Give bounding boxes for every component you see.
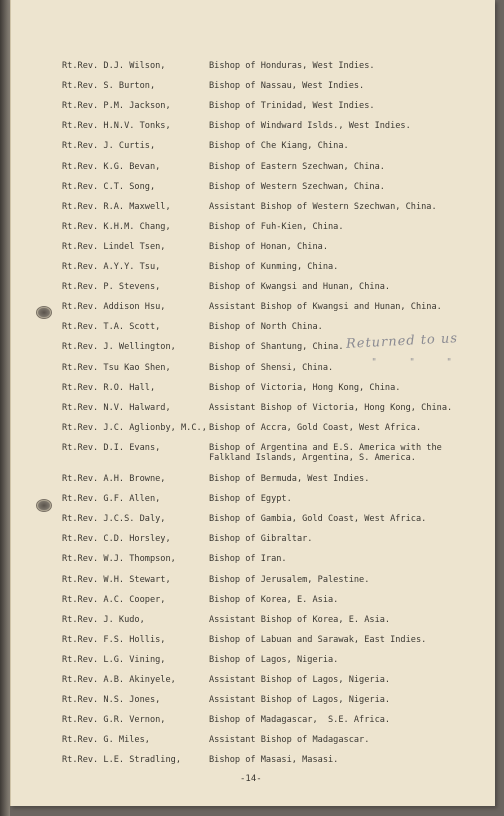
bishop-name: Rt.Rev. R.O. Hall, xyxy=(62,383,156,393)
bishop-office: Bishop of Labuan and Sarawak, East Indies. xyxy=(209,635,427,645)
bishop-office: Bishop of Iran. xyxy=(209,554,287,564)
bishop-name: Rt.Rev. K.G. Bevan, xyxy=(62,162,161,172)
bishop-name: Rt.Rev. S. Burton, xyxy=(62,81,156,91)
punch-hole xyxy=(36,306,52,319)
bishop-office: Bishop of Argentina and E.S. America with the Falkland Islands, Argentina, S. America. xyxy=(209,443,442,463)
bishop-name: Rt.Rev. G.F. Allen, xyxy=(62,494,161,504)
bishop-office: Assistant Bishop of Kwangsi and Hunan, China. xyxy=(209,302,442,312)
bishop-name: Rt.Rev. K.H.M. Chang, xyxy=(62,222,171,232)
bishop-name: Rt.Rev. J. Curtis, xyxy=(62,141,156,151)
bishop-office: Bishop of Che Kiang, China. xyxy=(209,141,349,151)
bishop-name: Rt.Rev. G.R. Vernon, xyxy=(62,715,166,725)
bishop-office: Bishop of Windward Islds., West Indies. xyxy=(209,121,411,131)
ditto-mark: " xyxy=(410,358,415,368)
bishop-name: Rt.Rev. P. Stevens, xyxy=(62,282,161,292)
bishop-name: Rt.Rev. A.Y.Y. Tsu, xyxy=(62,262,161,272)
bishop-office: Bishop of Lagos, Nigeria. xyxy=(209,655,339,665)
bishop-office: Bishop of Honan, China. xyxy=(209,242,328,252)
bishop-name: Rt.Rev. N.S. Jones, xyxy=(62,695,161,705)
ditto-mark: " xyxy=(447,358,452,368)
bishop-office: Bishop of Eastern Szechwan, China. xyxy=(209,162,385,172)
bishop-name: Rt.Rev. T.A. Scott, xyxy=(62,322,161,332)
bishop-office: Bishop of Victoria, Hong Kong, China. xyxy=(209,383,401,393)
punch-hole xyxy=(36,499,52,512)
bishop-name: Rt.Rev. W.J. Thompson, xyxy=(62,554,176,564)
bishop-name: Rt.Rev. F.S. Hollis, xyxy=(62,635,166,645)
bishop-name: Rt.Rev. G. Miles, xyxy=(62,735,150,745)
bishop-name: Rt.Rev. L.G. Vining, xyxy=(62,655,166,665)
bishop-name: Rt.Rev. D.I. Evans, xyxy=(62,443,161,453)
bishop-office: Bishop of Fuh-Kien, China. xyxy=(209,222,344,232)
bishop-name: Rt.Rev. Lindel Tsen, xyxy=(62,242,166,252)
bishop-office: Bishop of Gambia, Gold Coast, West Africa. xyxy=(209,514,427,524)
bishop-office: Assistant Bishop of Victoria, Hong Kong, China. xyxy=(209,403,453,413)
bishop-name: Rt.Rev. H.N.V. Tonks, xyxy=(62,121,171,131)
bishop-office: Bishop of Honduras, West Indies. xyxy=(209,61,375,71)
bishop-office: Assistant Bishop of Lagos, Nigeria. xyxy=(209,675,391,685)
bishop-name: Rt.Rev. J.C.S. Daly, xyxy=(62,514,166,524)
bishop-office: Bishop of Masasi, Masasi. xyxy=(209,755,339,765)
bishop-office: Bishop of Shensi, China. xyxy=(209,363,334,373)
bishop-office: Bishop of Nassau, West Indies. xyxy=(209,81,365,91)
bishop-office: Bishop of Western Szechwan, China. xyxy=(209,182,385,192)
bishop-name: Rt.Rev. C.D. Horsley, xyxy=(62,534,171,544)
bishop-name: Rt.Rev. J. Kudo, xyxy=(62,615,145,625)
bishop-office: Bishop of North China. xyxy=(209,322,323,332)
bishop-name: Rt.Rev. R.A. Maxwell, xyxy=(62,202,171,212)
bishop-office: Bishop of Madagascar, S.E. Africa. xyxy=(209,715,391,725)
bishop-office: Bishop of Korea, E. Asia. xyxy=(209,595,339,605)
bishop-name: Rt.Rev. L.E. Stradling, xyxy=(62,755,181,765)
bishop-office: Bishop of Accra, Gold Coast, West Africa. xyxy=(209,423,422,433)
bishop-name: Rt.Rev. W.H. Stewart, xyxy=(62,575,171,585)
bishop-office: Bishop of Egypt. xyxy=(209,494,292,504)
bishop-office: Bishop of Kwangsi and Hunan, China. xyxy=(209,282,391,292)
bishop-office: Assistant Bishop of Lagos, Nigeria. xyxy=(209,695,391,705)
ditto-mark: " xyxy=(372,358,377,368)
bishop-name: Rt.Rev. A.B. Akinyele, xyxy=(62,675,176,685)
bishop-name: Rt.Rev. N.V. Halward, xyxy=(62,403,171,413)
bishop-name: Rt.Rev. A.C. Cooper, xyxy=(62,595,166,605)
bishop-name: Rt.Rev. C.T. Song, xyxy=(62,182,156,192)
bishop-office: Bishop of Kunming, China. xyxy=(209,262,339,272)
bishop-name: Rt.Rev. D.J. Wilson, xyxy=(62,61,166,71)
bishop-name: Rt.Rev. J. Wellington, xyxy=(62,342,176,352)
bishop-office: Bishop of Gibraltar. xyxy=(209,534,313,544)
bishop-office: Bishop of Bermuda, West Indies. xyxy=(209,474,370,484)
handwritten-annotation: Returned to us xyxy=(345,331,459,352)
bishop-office: Bishop of Jerusalem, Palestine. xyxy=(209,575,370,585)
bishop-name: Rt.Rev. J.C. Aglionby, M.C., xyxy=(62,423,207,433)
bishop-office: Assistant Bishop of Korea, E. Asia. xyxy=(209,615,391,625)
bishop-office: Assistant Bishop of Western Szechwan, China. xyxy=(209,202,437,212)
bishop-name: Rt.Rev. P.M. Jackson, xyxy=(62,101,171,111)
bishop-name: Rt.Rev. Tsu Kao Shen, xyxy=(62,363,171,373)
page-number: -14- xyxy=(240,774,262,784)
bishop-name: Rt.Rev. Addison Hsu, xyxy=(62,302,166,312)
bishop-name: Rt.Rev. A.H. Browne, xyxy=(62,474,166,484)
binding-edge xyxy=(0,0,10,816)
bishop-office: Bishop of Shantung, China. xyxy=(209,342,344,352)
bishop-office: Bishop of Trinidad, West Indies. xyxy=(209,101,375,111)
bishop-office: Assistant Bishop of Madagascar. xyxy=(209,735,370,745)
